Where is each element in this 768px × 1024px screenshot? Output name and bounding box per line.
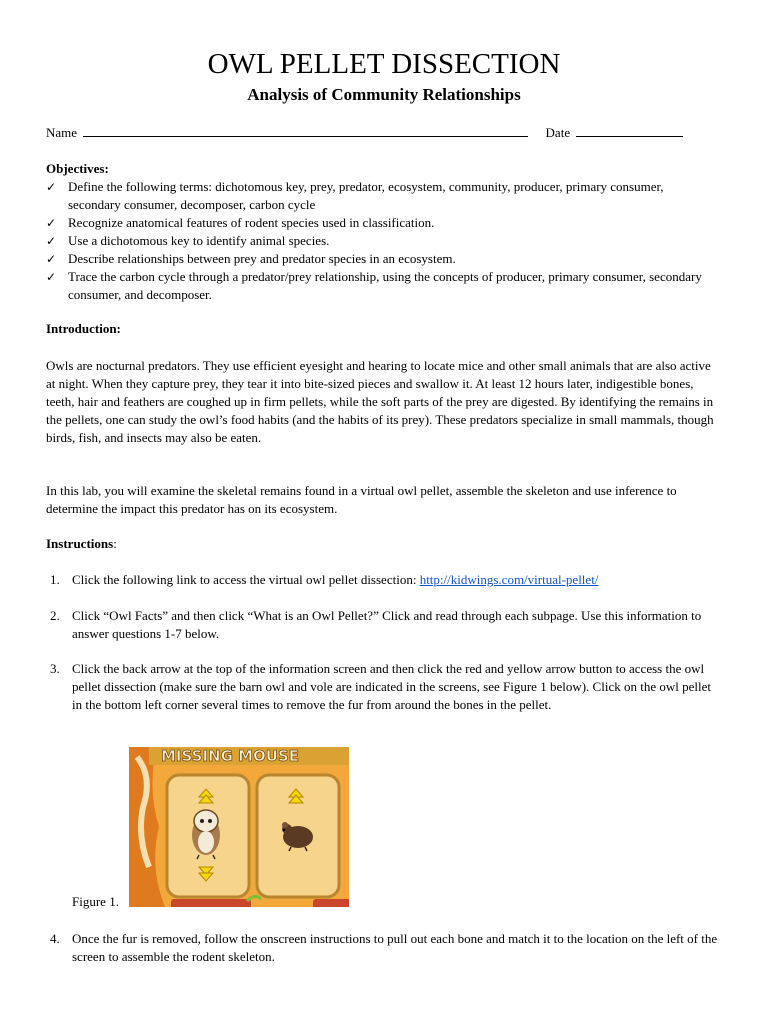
objective-item: ✓ Recognize anatomical features of rodent species used in classification.	[46, 215, 435, 230]
checkmark-icon: ✓	[46, 252, 57, 266]
figure-1-screenshot	[129, 747, 349, 907]
checkmark-icon: ✓	[46, 270, 57, 284]
name-label: Name	[46, 125, 78, 140]
document-page: OWL PELLET DISSECTION Analysis of Community Relationships Name Date Objectives: ✓ Define the following terms: dichotomous key, prey, predator, ecosystem, community, producer, primary consumer, secondary consumer, decomposer, carbon cycle ✓ Recognize anatomical features of rodent species used in classification. ✓ Use a dichotomous key to identify animal species. ✓ Describe relationships between prey and predator species in an ecosystem. ✓ Trace the carbon cycle through a predator/prey relationship, using the concepts of producer, primary consumer, secondary consumer, and decomposer. Introduction: Owls are nocturnal predators. They use efficient eyesight and hearing to locate mice and other small animals that are also active at night. When they capture prey, they tear it into bite-sized pieces and swallow it. At least 12 hours later, indigestible bones, teeth, hair and feathers are coughed up in firm pellets, while the soft parts of the prey are digested. By identifying the remains in the pellets, one can study the owl’s food habits (and the habits of its prey). These predators specialize in small mammals, though birds, fish, and insects may also be eaten. In this lab, you will examine the skeletal remains found in a virtual owl pellet, assemble the skeleton and use inference to determine the impact this predator has on its ecosystem. Instructions: 1. Click the following link to access the virtual owl pellet dissection: http://kidwings.com/virtual-pellet/ 2. Click “Owl Facts” and then click “What is an Owl Pellet?” Click and read through each subpage. Use this information to answer questions 1-7 below. 3. Click the back arrow at the top of the information screen and then click the red and yellow arrow button to access the owl pellet dissection (make sure the barn owl and vole are indicated in the screens, see Figure 1 below). Click on the owl pellet in the bottom left corner several times to remove the fur from around the bones in the pellet. 4. Once the fur is removed, follow the onscreen instructions to pull out each bone and match it to the location on the left of the screen to assemble the rodent skeleton. Figure 1. MISSING MOUSE	[0, 0, 768, 1024]
introduction-heading: Introduction:	[46, 321, 121, 336]
document-subtitle: Analysis of Community Relationships	[247, 85, 521, 104]
name-field[interactable]	[83, 124, 528, 137]
objectives-heading: Objectives:	[46, 161, 109, 176]
checkmark-icon: ✓	[46, 216, 57, 230]
date-label: Date	[545, 125, 571, 140]
objective-item: ✓ Trace the carbon cycle through a predator/prey relationship, using the concepts of producer, primary consumer, secondary consumer, and decomposer.	[46, 269, 702, 302]
figure-caption: Figure 1.	[72, 894, 119, 909]
virtual-pellet-link[interactable]: http://kidwings.com/virtual-pellet/	[419, 572, 599, 587]
objective-item: ✓ Use a dichotomous key to identify animal species.	[46, 233, 330, 248]
name-date-line	[46, 124, 683, 141]
missing-mouse-banner: MISSING MOUSE	[161, 747, 300, 765]
introduction-paragraph-2: In this lab, you will examine the skeletal remains found in a virtual owl pellet, assemble the skeleton and use inference to determine the impact this predator has on its ecosystem.	[46, 483, 677, 516]
date-field[interactable]	[576, 124, 683, 137]
objectives-list	[46, 178, 716, 304]
objective-item: ✓ Describe relationships between prey and predator species in an ecosystem.	[46, 251, 456, 266]
instructions-heading: Instructions:	[46, 536, 117, 551]
objective-item: ✓ Define the following terms: dichotomous key, prey, predator, ecosystem, community, producer, primary consumer, secondary consumer, decomposer, carbon cycle	[46, 179, 664, 212]
checkmark-icon: ✓	[46, 234, 57, 248]
introduction-paragraph: Owls are nocturnal predators. They use efficient eyesight and hearing to locate mice and other small animals that are also active at night. When they capture prey, they tear it into bite-sized pieces and swallow it. At least 12 hours later, indigestible bones, teeth, hair and feathers are coughed up in firm pellets, while the soft parts of the prey are digested. By identifying the remains in the pellets, one can study the owl’s food habits (and the habits of its prey). These predators specialize in small mammals, though birds, fish, and insects may also be eaten.	[46, 358, 714, 445]
checkmark-icon: ✓	[46, 180, 57, 194]
document-title: OWL PELLET DISSECTION	[207, 48, 561, 80]
